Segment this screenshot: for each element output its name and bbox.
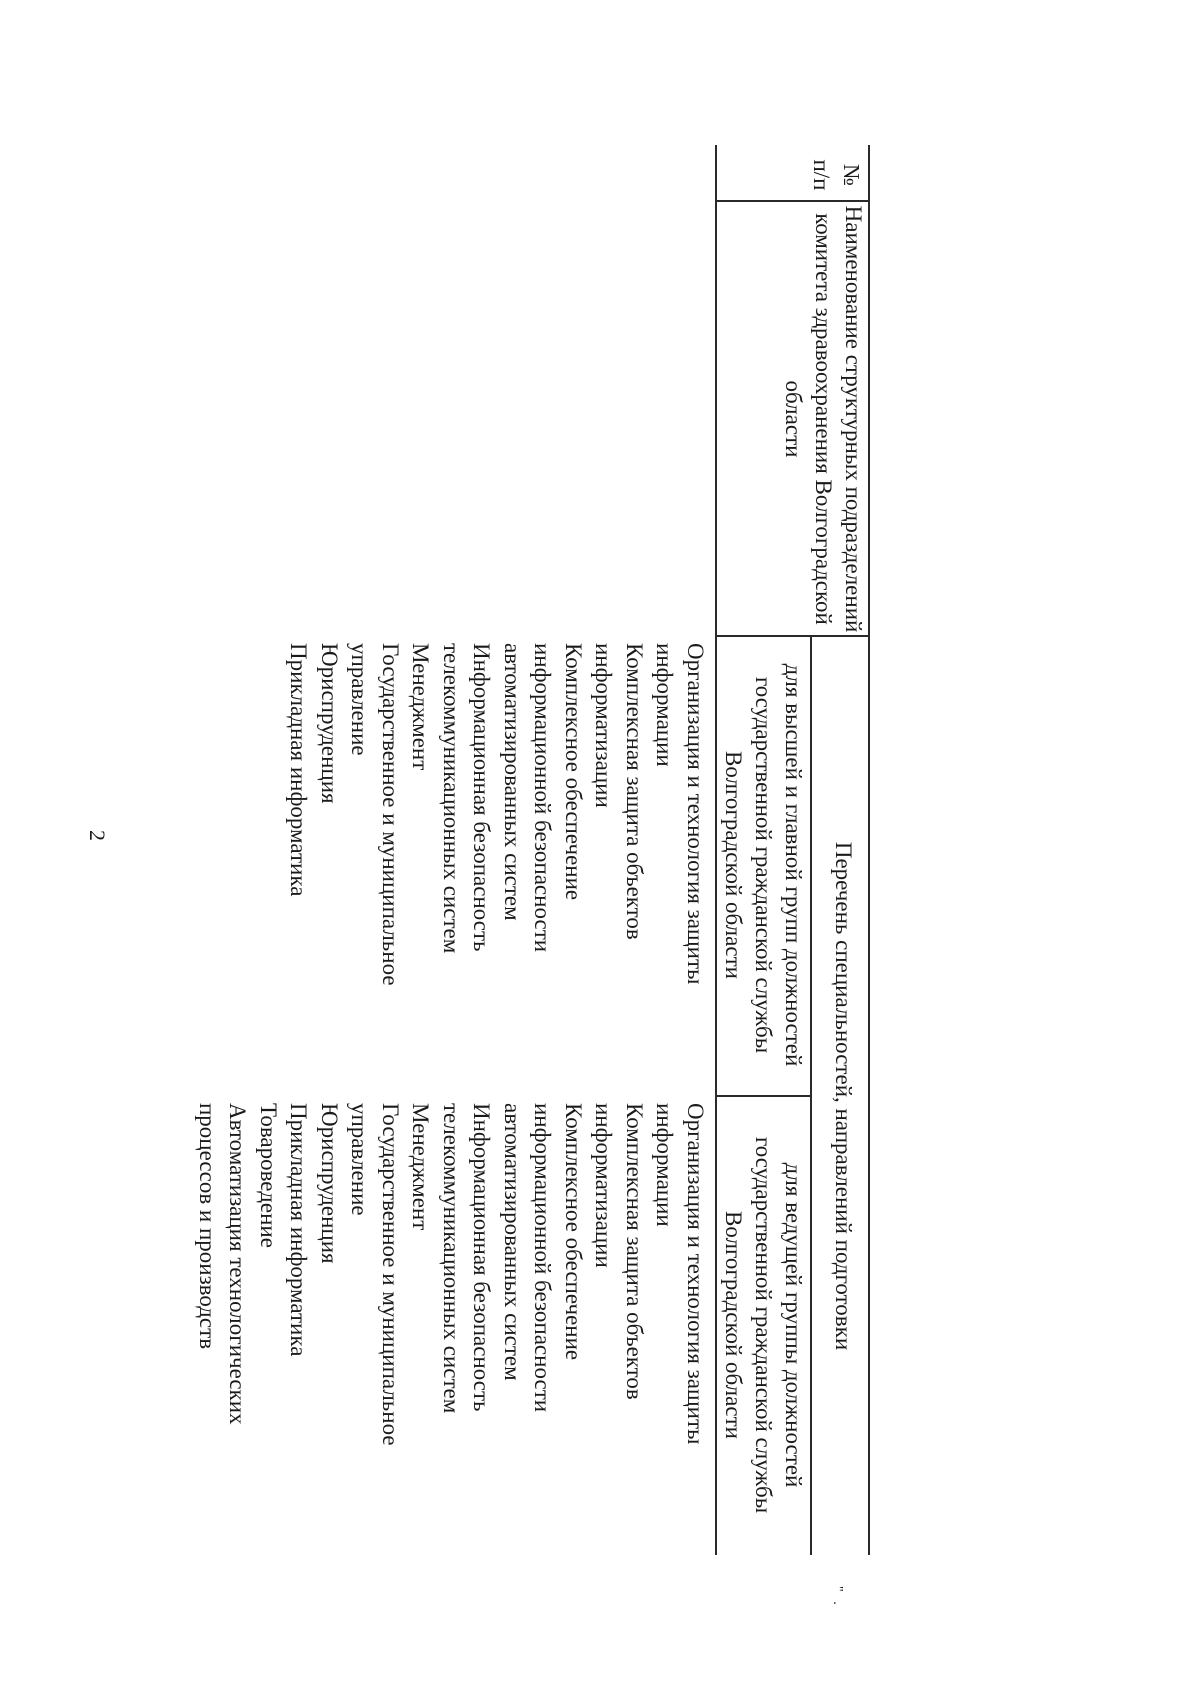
list-item: Государственное и муниципальное: [378, 643, 403, 986]
list-item: Менеджмент: [408, 643, 434, 771]
header-higher-group: для высшей и главной групп должностей государственной гражданской службы Волгоградской области: [721, 663, 806, 1067]
col-higher-divider: [715, 1095, 812, 1097]
col-number-divider: [715, 200, 870, 202]
list-item: Автоматизация технологических: [225, 1103, 251, 1425]
header-leading-group: для ведущей группы должностей государственной гражданской службы Волгоградской области: [721, 1136, 806, 1514]
list-item: автоматизированных систем: [500, 1103, 525, 1381]
list-item: Комплексная защита объектов: [622, 1103, 647, 1400]
list-item: телекоммуникационных систем: [439, 1103, 464, 1414]
table-top-border: [869, 145, 871, 1555]
list-item: Информационная безопасность: [469, 1103, 495, 1412]
header-list-title: Перечень специальностей, направлений подготовки: [831, 841, 856, 1351]
list-item: Прикладная информатика: [286, 643, 312, 897]
list-item: Государственное и муниципальное: [378, 1103, 403, 1446]
list-item: управление: [347, 643, 373, 756]
list-item: информационной безопасности: [530, 1103, 556, 1413]
header-number: № п/п: [809, 159, 864, 191]
list-item: Комплексное обеспечение: [561, 1103, 586, 1361]
list-item: Юриспруденция: [317, 1103, 342, 1264]
list-item: Товароведение: [256, 1103, 281, 1248]
list-item: информатизации: [591, 1103, 617, 1268]
header-subdivision-name: Наименование структурных подразделений комитета здравоохранения Волгоградской области: [781, 205, 866, 633]
list-item: автоматизированных систем: [500, 643, 525, 921]
list-item: информации: [652, 1103, 678, 1227]
list-item: информационной безопасности: [530, 643, 556, 953]
header-bottom-border: [716, 145, 718, 1555]
list-item: Организация и технология защиты: [683, 1103, 708, 1445]
list-item: Юриспруденция: [317, 643, 342, 804]
leading-group-list: [192, 1103, 711, 1446]
stray-mark: " .: [830, 1586, 845, 1608]
higher-group-list: [283, 643, 710, 986]
page-number: 2: [85, 830, 110, 841]
list-item: Организация и технология защиты: [683, 643, 708, 985]
list-item: информации: [652, 643, 678, 767]
list-item: Информационная безопасность: [469, 643, 495, 952]
list-item: Комплексное обеспечение: [561, 643, 586, 901]
specialties-table: [50, 145, 870, 1555]
list-item: процессов и производств: [195, 1103, 220, 1350]
list-item: информатизации: [591, 643, 617, 808]
list-item: управление: [347, 1103, 373, 1216]
list-item: телекоммуникационных систем: [439, 643, 464, 954]
list-item: Менеджмент: [408, 1103, 434, 1231]
list-item: Прикладная информатика: [286, 1103, 312, 1357]
list-item: Комплексная защита объектов: [622, 643, 647, 940]
